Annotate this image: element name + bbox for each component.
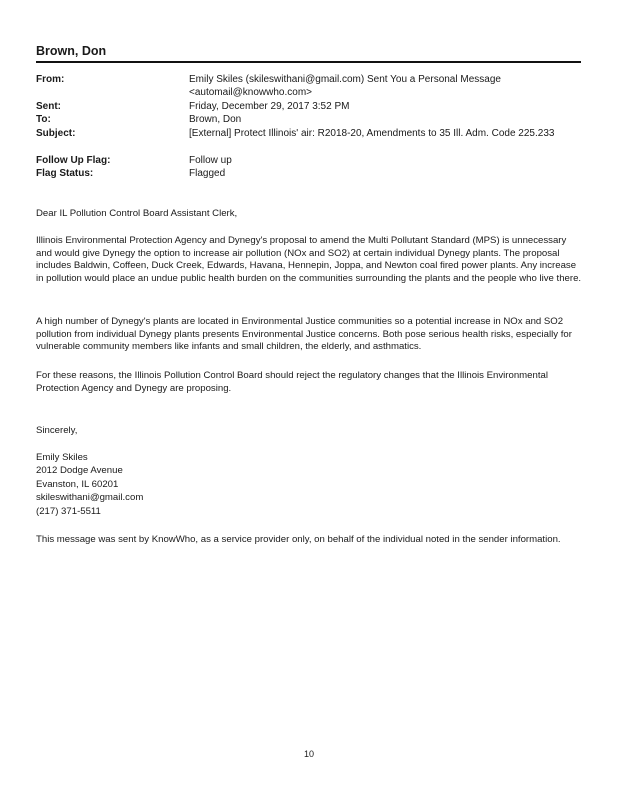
- greeting: Dear IL Pollution Control Board Assistant Clerk,: [36, 208, 238, 219]
- subject-label: Subject:: [36, 128, 76, 139]
- to-value: Brown, Don: [189, 114, 242, 125]
- signature-email: skileswithani@gmail.com: [36, 492, 144, 504]
- sent-label: Sent:: [36, 101, 61, 112]
- to-label: To:: [36, 114, 51, 125]
- from-label: From:: [36, 74, 65, 85]
- signature-city: Evanston, IL 60201: [36, 478, 119, 490]
- signature-street: 2012 Dodge Avenue: [36, 465, 123, 477]
- body-paragraph: Illinois Environmental Protection Agency and Dynegy's proposal to amend the Multi Pollutant Standard (MPS) is unnecessary and would give Dynegy the option to increase air pollution (NOx and SO2) at certain individual Dynegy plants. The proposal includes Baldwin, Coffeen, Duck Creek, Edwards, Havana, Hennepin, Joppa, and Newton coal fired power plants. Any increase in pollution would place an undue public health burden on the communities surrounding the plants and the people who live there.: [36, 235, 582, 284]
- signature-name: Emily Skiles: [36, 452, 88, 463]
- sent-value: Friday, December 29, 2017 3:52 PM: [189, 101, 350, 112]
- followup-flag-value: Follow up: [189, 155, 232, 166]
- body-paragraph: A high number of Dynegy's plants are located in Environmental Justice communities so a potential increase in NOx and SO2 pollution from individual Dynegy plants presents Environmental Justice concerns. Both pose serious health risks, especially for vulnerable community members like infants and small children, the elderly, and asthmatics.: [36, 316, 572, 353]
- signature-phone: (217) 371-5511: [36, 505, 101, 517]
- body-paragraph: For these reasons, the Illinois Pollution Control Board should reject the regulatory changes that the Illinois Environmental Protection Agency and Dynegy are proposing.: [36, 370, 548, 394]
- from-value-line2: <automail@knowwho.com>: [189, 86, 312, 98]
- signature-block: [36, 451, 143, 518]
- from-value-line1: Emily Skiles (skileswithani@gmail.com) Sent You a Personal Message: [189, 74, 501, 85]
- header-divider: [36, 61, 581, 63]
- followup-flag-label: Follow Up Flag:: [36, 155, 111, 166]
- flag-status-label: Flag Status:: [36, 168, 94, 179]
- closing: Sincerely,: [36, 425, 78, 436]
- subject-value: [External] Protect Illinois' air: R2018-20, Amendments to 35 Ill. Adm. Code 225.233: [189, 128, 555, 139]
- page-number: 10: [303, 749, 314, 759]
- footer-note: This message was sent by KnowWho, as a service provider only, on behalf of the individual noted in the sender information.: [36, 534, 561, 545]
- recipient-name-header: Brown, Don: [36, 44, 107, 58]
- flag-status-value: Flagged: [189, 168, 226, 179]
- from-value: [189, 74, 501, 99]
